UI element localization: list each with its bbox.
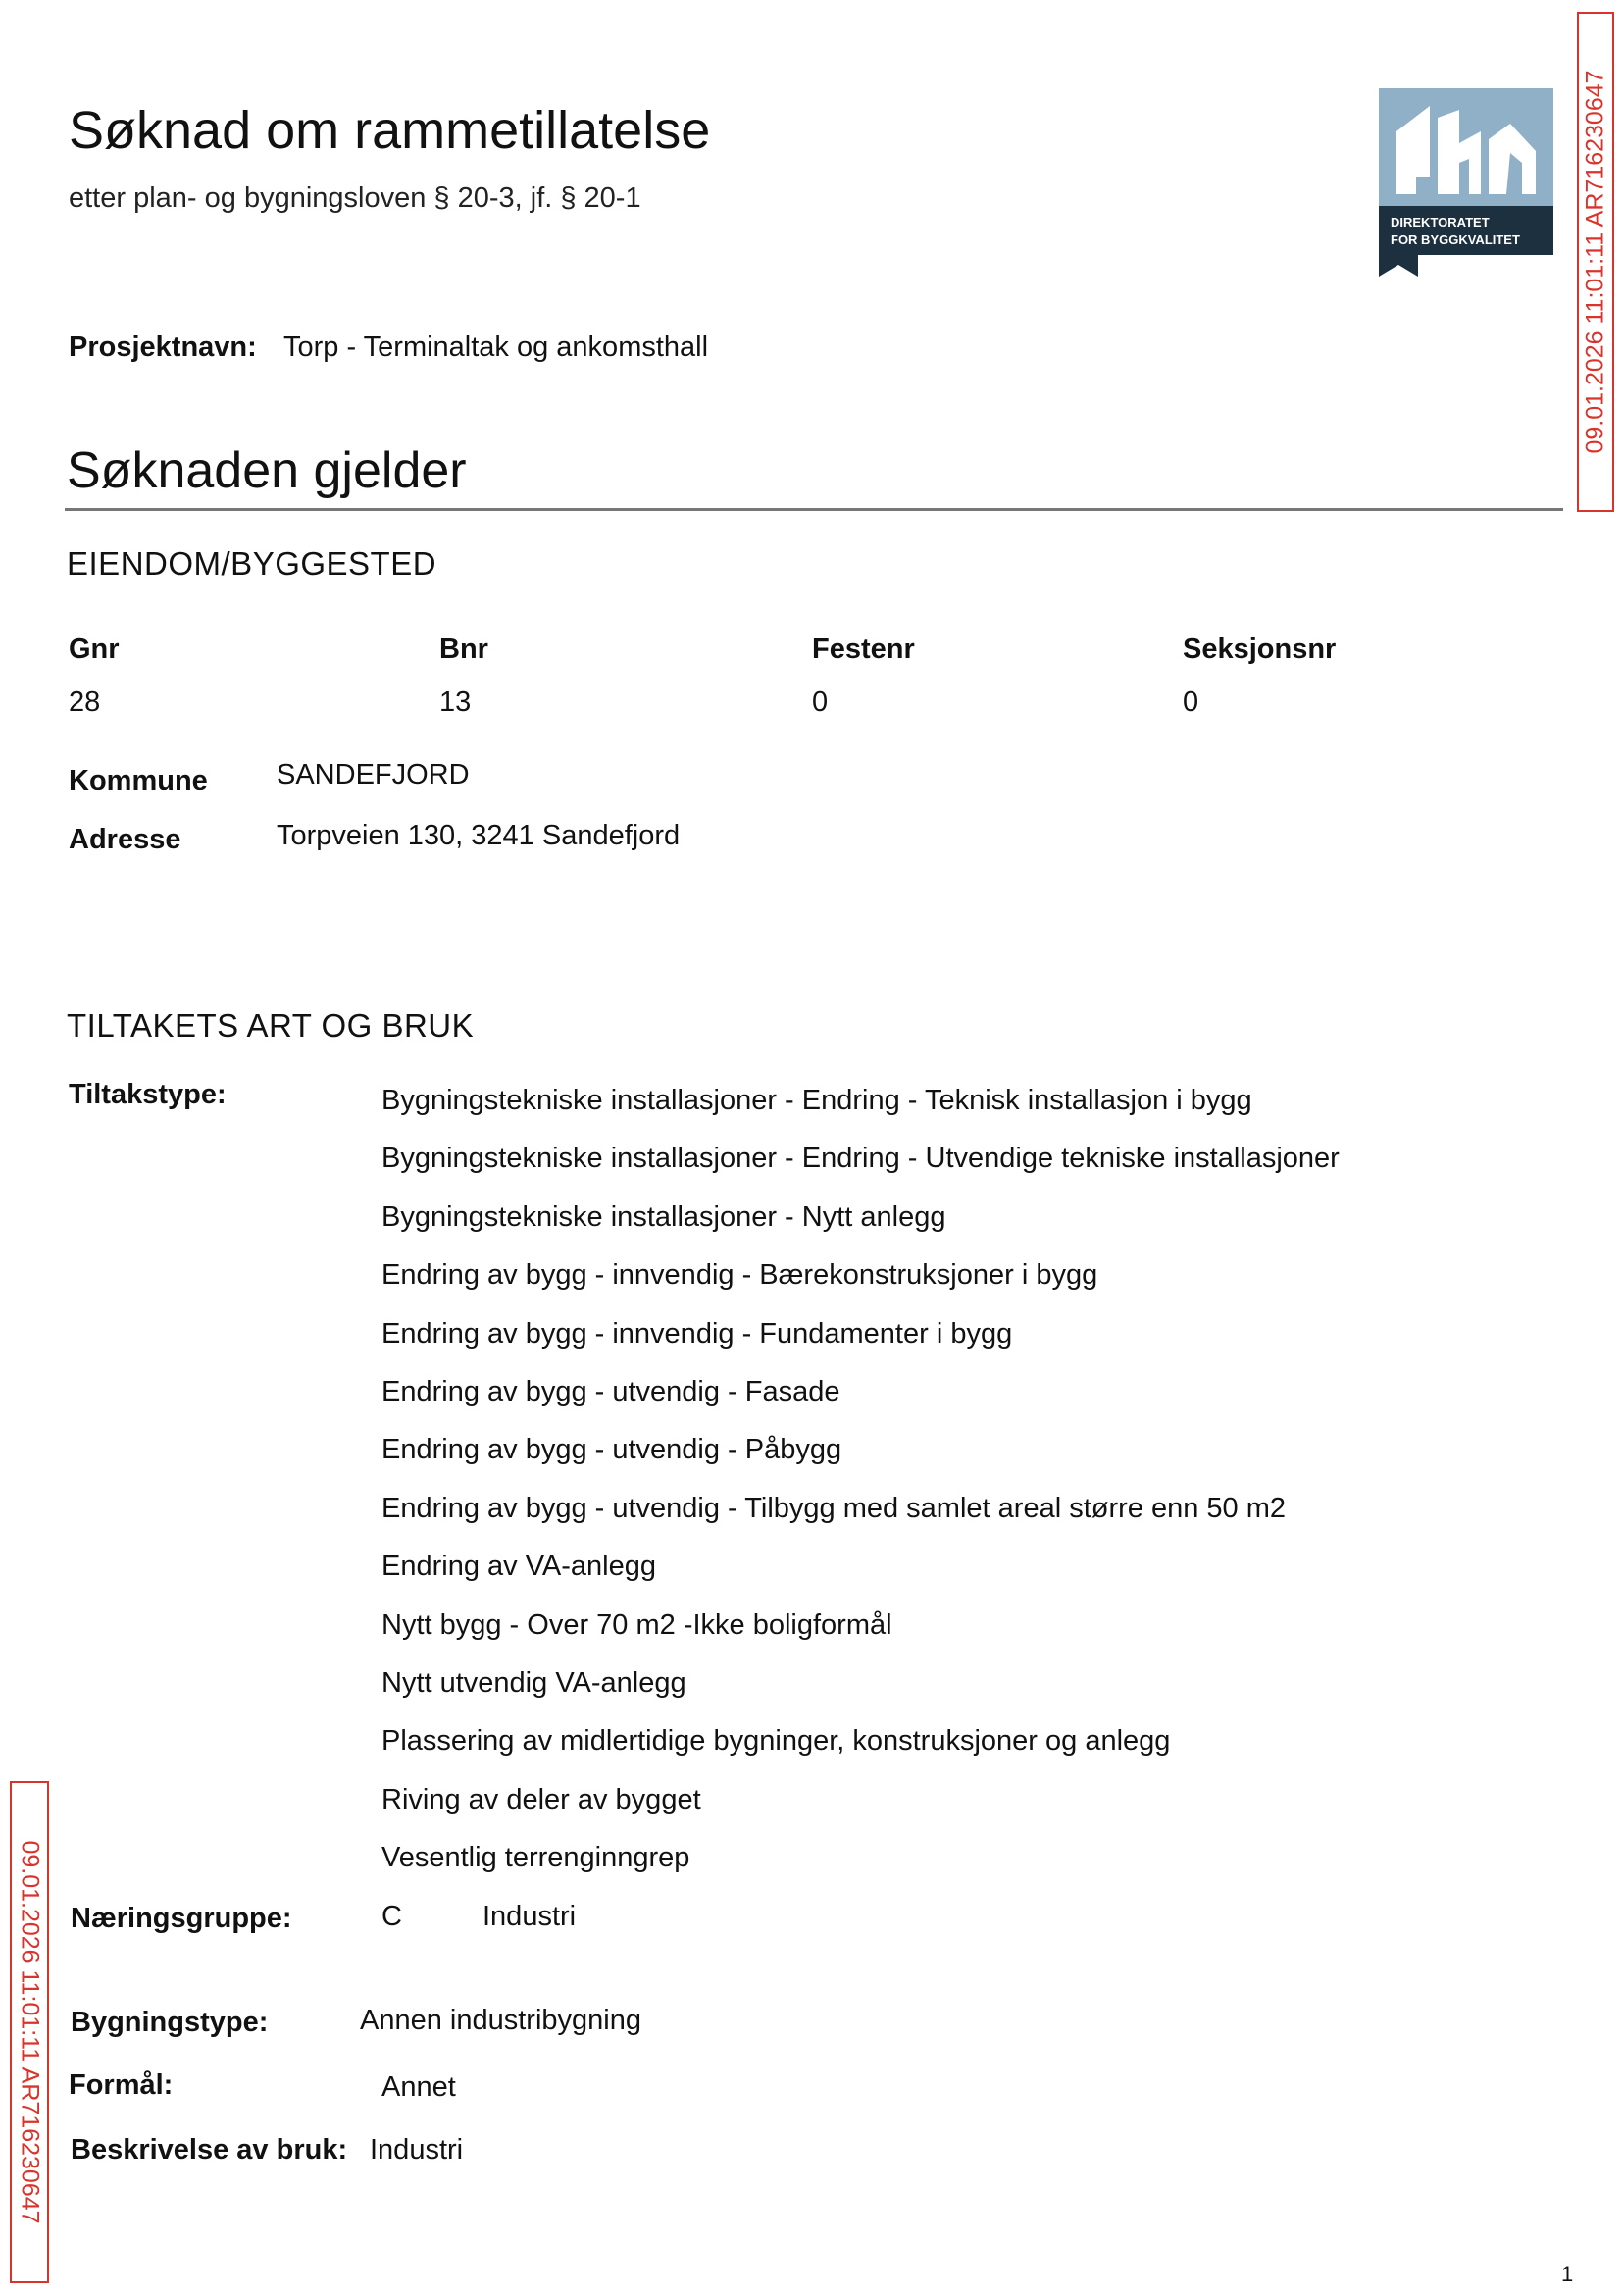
building-type-value: Annen industribygning bbox=[360, 2005, 641, 2036]
measure-type-list bbox=[381, 1083, 1340, 1898]
festenr-value: 0 bbox=[812, 687, 829, 718]
list-item: Plassering av midlertidige bygninger, konstruksjoner og anlegg bbox=[381, 1725, 1171, 1758]
page-number: 1 bbox=[1561, 2262, 1574, 2286]
industry-group-label: Næringsgruppe: bbox=[71, 1903, 292, 1934]
list-item: Endring av VA-anlegg bbox=[381, 1551, 656, 1583]
logo-text-2: FOR BYGGKVALITET bbox=[1391, 232, 1520, 247]
industry-group-code: C bbox=[381, 1901, 402, 1932]
list-item: Endring av bygg - innvendig - Fundamenter i bygg bbox=[381, 1317, 1013, 1350]
usage-value: Industri bbox=[370, 2134, 464, 2166]
document-subtitle: etter plan- og bygningsloven § 20-3, jf. § 20-1 bbox=[69, 182, 641, 214]
stamp-text: 09.01.2026 11:01:11 AR716230647 bbox=[16, 1840, 44, 2224]
timestamp-stamp-bottom bbox=[10, 1781, 49, 2283]
industry-group-name: Industri bbox=[482, 1901, 577, 1932]
municipality-label: Kommune bbox=[69, 765, 208, 796]
seksjonsnr-value: 0 bbox=[1183, 687, 1199, 718]
bnr-label: Bnr bbox=[439, 634, 488, 665]
list-item: Bygningstekniske installasjoner - Endring - Utvendige tekniske installasjoner bbox=[381, 1143, 1340, 1175]
purpose-label: Formål: bbox=[69, 2069, 174, 2101]
dibk-logo-icon bbox=[1379, 88, 1553, 277]
list-item: Endring av bygg - utvendig - Tilbygg med samlet areal større enn 50 m2 bbox=[381, 1492, 1287, 1524]
usage-label: Beskrivelse av bruk: bbox=[71, 2134, 348, 2166]
building-type-label: Bygningstype: bbox=[71, 2007, 269, 2038]
section-divider bbox=[65, 508, 1563, 511]
gnr-value: 28 bbox=[69, 687, 101, 718]
address-label: Adresse bbox=[69, 824, 181, 855]
timestamp-stamp-top bbox=[1577, 12, 1614, 512]
project-value: Torp - Terminaltak og ankomsthall bbox=[283, 331, 709, 363]
address-value: Torpveien 130, 3241 Sandefjord bbox=[277, 820, 681, 851]
list-item: Riving av deler av bygget bbox=[381, 1783, 701, 1815]
list-item: Bygningstekniske installasjoner - Nytt anlegg bbox=[381, 1200, 946, 1233]
list-item: Endring av bygg - utvendig - Påbygg bbox=[381, 1434, 842, 1466]
purpose-value: Annet bbox=[381, 2071, 456, 2103]
seksjonsnr-label: Seksjonsnr bbox=[1183, 634, 1337, 665]
festenr-label: Festenr bbox=[812, 634, 915, 665]
list-item: Endring av bygg - utvendig - Fasade bbox=[381, 1375, 840, 1407]
list-item: Endring av bygg - innvendig - Bærekonstruksjoner i bygg bbox=[381, 1259, 1098, 1292]
measure-heading: TILTAKETS ART OG BRUK bbox=[67, 1007, 475, 1044]
section-heading-applies: Søknaden gjelder bbox=[67, 442, 467, 499]
document-title: Søknad om rammetillatelse bbox=[69, 101, 711, 160]
list-item: Nytt bygg - Over 70 m2 -Ikke boligformål bbox=[381, 1608, 892, 1641]
list-item: Bygningstekniske installasjoner - Endring - Teknisk installasjon i bygg bbox=[381, 1085, 1252, 1116]
dibk-logo bbox=[1379, 88, 1553, 277]
list-item: Nytt utvendig VA-anlegg bbox=[381, 1666, 686, 1699]
measure-type-label: Tiltakstype: bbox=[69, 1079, 227, 1110]
project-label: Prosjektnavn: bbox=[69, 331, 257, 363]
bnr-value: 13 bbox=[439, 687, 472, 718]
list-item: Vesentlig terrenginngrep bbox=[381, 1842, 690, 1874]
property-heading: EIENDOM/BYGGESTED bbox=[67, 545, 437, 582]
stamp-text: 09.01.2026 11:01:11 AR716230647 bbox=[1581, 70, 1609, 454]
municipality-value: SANDEFJORD bbox=[277, 759, 470, 790]
gnr-label: Gnr bbox=[69, 634, 120, 665]
logo-text-1: DIREKTORATET bbox=[1391, 215, 1490, 229]
